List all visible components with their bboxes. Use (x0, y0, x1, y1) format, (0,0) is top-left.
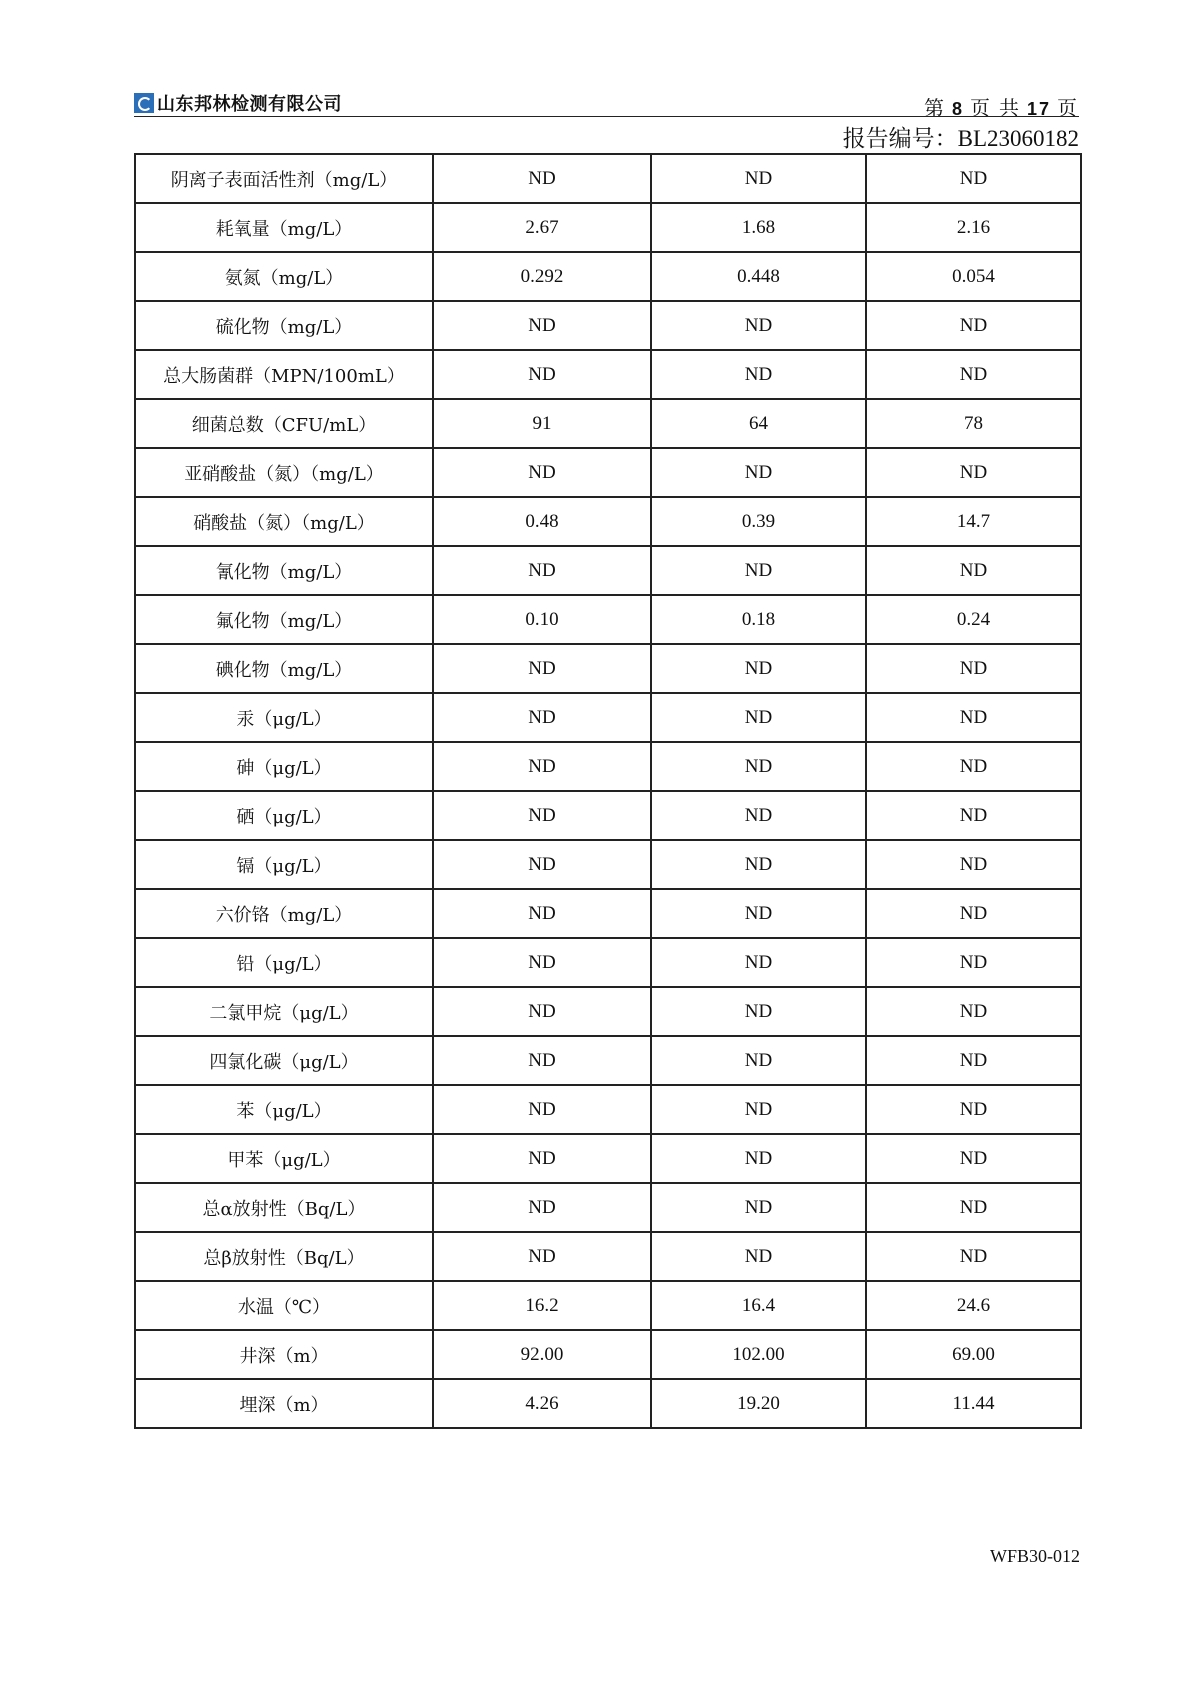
report-number: 报告编号：BL23060182 (842, 126, 1079, 151)
table-row (135, 350, 1081, 399)
value-cell-2: ND (651, 987, 866, 1036)
company-name: 山东邦林检测有限公司 (157, 94, 342, 115)
value-cell-1: ND (433, 693, 651, 742)
value-cell-3: ND (866, 154, 1081, 203)
table-row (135, 252, 1081, 301)
value-cell-2: ND (651, 1134, 866, 1183)
value-cell-2: ND (651, 1085, 866, 1134)
value-cell-1: ND (433, 1085, 651, 1134)
value-cell-2: 102.00 (651, 1330, 866, 1379)
table-row (135, 1232, 1081, 1281)
parameter-cell: 汞（μg/L） (135, 693, 433, 742)
parameter-cell: 井深（m） (135, 1330, 433, 1379)
parameter-cell: 氰化物（mg/L） (135, 546, 433, 595)
parameter-cell: 氨氮（mg/L） (135, 252, 433, 301)
page-suffix: 页 (1057, 98, 1079, 120)
value-cell-2: ND (651, 889, 866, 938)
value-cell-2: ND (651, 1036, 866, 1085)
parameter-cell: 铅（μg/L） (135, 938, 433, 987)
value-cell-3: ND (866, 938, 1081, 987)
value-cell-2: ND (651, 742, 866, 791)
table-row (135, 1085, 1081, 1134)
table-row (135, 742, 1081, 791)
parameter-cell: 硒（μg/L） (135, 791, 433, 840)
value-cell-2: ND (651, 791, 866, 840)
value-cell-3: 78 (866, 399, 1081, 448)
parameter-cell: 亚硝酸盐（氮）（mg/L） (135, 448, 433, 497)
value-cell-1: ND (433, 1036, 651, 1085)
table-row (135, 203, 1081, 252)
value-cell-3: ND (866, 448, 1081, 497)
parameter-cell: 二氯甲烷（μg/L） (135, 987, 433, 1036)
parameter-cell: 埋深（m） (135, 1379, 433, 1428)
value-cell-3: ND (866, 693, 1081, 742)
page-total: 17 (1026, 99, 1051, 119)
table-row (135, 1330, 1081, 1379)
table-row (135, 301, 1081, 350)
value-cell-3: ND (866, 742, 1081, 791)
value-cell-1: ND (433, 644, 651, 693)
value-cell-2: 64 (651, 399, 866, 448)
value-cell-1: ND (433, 791, 651, 840)
parameter-cell: 水温（℃） (135, 1281, 433, 1330)
value-cell-2: ND (651, 1183, 866, 1232)
value-cell-1: ND (433, 742, 651, 791)
value-cell-3: ND (866, 1232, 1081, 1281)
parameter-cell: 苯（μg/L） (135, 1085, 433, 1134)
table-row (135, 1134, 1081, 1183)
table-row (135, 938, 1081, 987)
value-cell-2: ND (651, 840, 866, 889)
value-cell-1: 4.26 (433, 1379, 651, 1428)
table-row (135, 497, 1081, 546)
table-row (135, 1379, 1081, 1428)
parameter-cell: 镉（μg/L） (135, 840, 433, 889)
value-cell-1: ND (433, 301, 651, 350)
company-logo-icon (134, 93, 154, 113)
value-cell-3: ND (866, 1183, 1081, 1232)
parameter-cell: 硫化物（mg/L） (135, 301, 433, 350)
parameter-cell: 细菌总数（CFU/mL） (135, 399, 433, 448)
parameter-cell: 砷（μg/L） (135, 742, 433, 791)
parameter-cell: 碘化物（mg/L） (135, 644, 433, 693)
value-cell-2: ND (651, 546, 866, 595)
value-cell-1: ND (433, 840, 651, 889)
value-cell-2: ND (651, 154, 866, 203)
form-code: WFB30-012 (990, 1546, 1080, 1566)
value-cell-2: 1.68 (651, 203, 866, 252)
parameter-cell: 耗氧量（mg/L） (135, 203, 433, 252)
value-cell-2: 16.4 (651, 1281, 866, 1330)
value-cell-2: ND (651, 301, 866, 350)
company-block (134, 90, 342, 116)
value-cell-1: ND (433, 1134, 651, 1183)
value-cell-3: 0.054 (866, 252, 1081, 301)
table-row (135, 595, 1081, 644)
value-cell-3: ND (866, 1085, 1081, 1134)
value-cell-3: ND (866, 301, 1081, 350)
value-cell-2: ND (651, 448, 866, 497)
value-cell-2: ND (651, 938, 866, 987)
value-cell-3: ND (866, 1134, 1081, 1183)
value-cell-3: ND (866, 644, 1081, 693)
value-cell-3: 11.44 (866, 1379, 1081, 1428)
value-cell-3: 2.16 (866, 203, 1081, 252)
parameter-cell: 六价铬（mg/L） (135, 889, 433, 938)
value-cell-3: ND (866, 791, 1081, 840)
value-cell-1: 2.67 (433, 203, 651, 252)
page-header (134, 86, 1079, 120)
parameter-cell: 总α放射性（Bq/L） (135, 1183, 433, 1232)
page-current: 8 (951, 99, 964, 119)
value-cell-3: ND (866, 889, 1081, 938)
table-row (135, 1183, 1081, 1232)
value-cell-3: ND (866, 1036, 1081, 1085)
value-cell-2: 0.448 (651, 252, 866, 301)
value-cell-2: ND (651, 350, 866, 399)
table-row (135, 987, 1081, 1036)
parameter-cell: 四氯化碳（μg/L） (135, 1036, 433, 1085)
value-cell-1: ND (433, 448, 651, 497)
table-row (135, 889, 1081, 938)
value-cell-1: 92.00 (433, 1330, 651, 1379)
value-cell-1: ND (433, 987, 651, 1036)
table-row (135, 840, 1081, 889)
value-cell-2: ND (651, 693, 866, 742)
parameter-cell: 阴离子表面活性剂（mg/L） (135, 154, 433, 203)
table-row (135, 1281, 1081, 1330)
value-cell-2: ND (651, 644, 866, 693)
value-cell-3: ND (866, 350, 1081, 399)
value-cell-2: 0.18 (651, 595, 866, 644)
value-cell-1: 0.292 (433, 252, 651, 301)
parameter-cell: 总β放射性（Bq/L） (135, 1232, 433, 1281)
results-table (134, 153, 1082, 1429)
parameter-cell: 甲苯（μg/L） (135, 1134, 433, 1183)
parameter-cell: 氟化物（mg/L） (135, 595, 433, 644)
value-cell-2: 19.20 (651, 1379, 866, 1428)
table-row (135, 154, 1081, 203)
value-cell-1: ND (433, 1183, 651, 1232)
value-cell-3: 24.6 (866, 1281, 1081, 1330)
parameter-cell: 总大肠菌群（MPN/100mL） (135, 350, 433, 399)
value-cell-1: ND (433, 350, 651, 399)
value-cell-3: ND (866, 987, 1081, 1036)
value-cell-3: 69.00 (866, 1330, 1081, 1379)
table-row (135, 693, 1081, 742)
table-row (135, 546, 1081, 595)
value-cell-2: 0.39 (651, 497, 866, 546)
page-middle: 页 共 (969, 98, 1021, 120)
table-row (135, 644, 1081, 693)
value-cell-1: ND (433, 1232, 651, 1281)
parameter-cell: 硝酸盐（氮）（mg/L） (135, 497, 433, 546)
value-cell-1: ND (433, 154, 651, 203)
header-divider (134, 116, 1079, 117)
table-row (135, 1036, 1081, 1085)
value-cell-1: 0.10 (433, 595, 651, 644)
value-cell-3: 14.7 (866, 497, 1081, 546)
value-cell-3: 0.24 (866, 595, 1081, 644)
page-prefix: 第 (923, 98, 946, 120)
table-row (135, 399, 1081, 448)
value-cell-1: ND (433, 889, 651, 938)
value-cell-1: 0.48 (433, 497, 651, 546)
table-row (135, 791, 1081, 840)
value-cell-1: 91 (433, 399, 651, 448)
value-cell-3: ND (866, 546, 1081, 595)
value-cell-1: 16.2 (433, 1281, 651, 1330)
table-row (135, 448, 1081, 497)
value-cell-1: ND (433, 546, 651, 595)
value-cell-3: ND (866, 840, 1081, 889)
results-table-body (135, 154, 1081, 1428)
value-cell-2: ND (651, 1232, 866, 1281)
value-cell-1: ND (433, 938, 651, 987)
